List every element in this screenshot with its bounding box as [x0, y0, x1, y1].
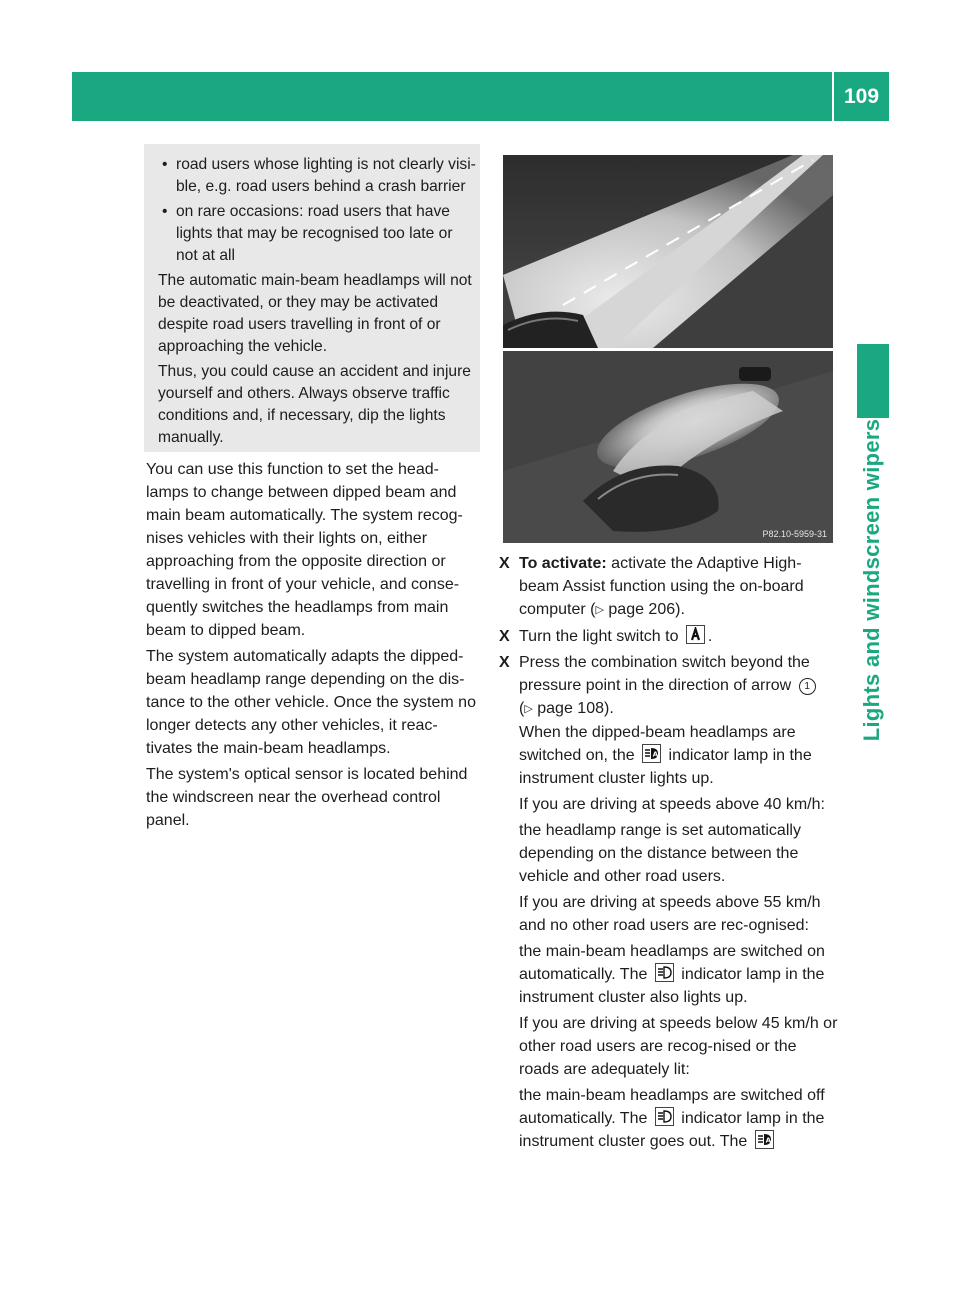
section-title: Exterior lighting: [659, 13, 826, 36]
light-switch-auto-icon: [686, 625, 705, 644]
right-column: [498, 552, 838, 1156]
page-reference[interactable]: page 108: [537, 700, 604, 717]
action-arrow-icon: X: [499, 555, 510, 572]
instruction-step: X Press the combination switch beyond the pressure point in the direction of arrow 1 (▷ page 108). When the dipped-beam headlamps are switched on, the A indicator lamp in the instrument cluster lights up. If you are driving at speeds above 40 km/h: the headlamp range is set automatically depending on the distance between the vehicle and other road users. If you are driving at speeds above 55 km/h and no other road users are rec-ognised: the main-beam headlamps are switched on automatically. The indicator lamp in the instrument cluster also lights up. If you are driving at speeds below 45 km/h or other road users are recog-nised or the roads are adequately lit: the main-beam headlamps are switched off automatically. The indicator lamp in the instrument cluster goes out. The A: [498, 651, 838, 1153]
action-arrow-icon: X: [499, 628, 510, 645]
adaptive-highbeam-icon: [755, 1130, 774, 1149]
instruction-step: X To activate: activate the Adaptive High-beam Assist function using the on-board computer (▷ page 206).: [498, 552, 838, 622]
page-ref-triangle-icon: ▷: [524, 703, 533, 715]
left-column: [146, 458, 480, 835]
bullet-dot: •: [162, 203, 168, 220]
list-item: • road users whose lighting is not clearly visi-ble, e.g. road users behind a crash barrier: [162, 156, 476, 195]
body-paragraph: the headlamp range is set automatically depending on the distance between the vehicle and other road users.: [519, 822, 801, 885]
list-item: • on rare occasions: road users that have lights that may be recognised too late or not at all: [162, 203, 453, 264]
note-paragraph: Thus, you could cause an accident and injure yourself and others. Always observe traffic conditions and, if necessary, dip the lights manually.: [158, 363, 471, 446]
adaptive-highbeam-icon: [642, 744, 661, 763]
main-beam-icon: [655, 1107, 674, 1126]
body-paragraph: If you are driving at speeds above 55 km/h and no other road users are rec-ognised:: [519, 894, 821, 934]
main-beam-icon: [655, 963, 674, 982]
body-paragraph: If you are driving at speeds below 45 km/h or other road users are recog-nised or the roads are adequately lit:: [519, 1015, 838, 1078]
warning-note-box: [144, 144, 480, 452]
chapter-label: Lights and windscreen wipers: [859, 418, 884, 742]
action-arrow-icon: X: [499, 654, 510, 671]
page-number: 109: [843, 85, 880, 108]
body-paragraph: You can use this function to set the head-lamps to change between dipped beam and main beam automatically. The system recog-nises vehicles with their lights on, either approaching from the opposite direction or travelling in front of your vehicle, and conse-quently switches the headlamps from main beam to dipped beam.: [146, 461, 463, 639]
svg-text:A: A: [652, 750, 659, 759]
instruction-step: X Turn the light switch to .: [498, 625, 838, 648]
body-paragraph: The system's optical sensor is located behind the windscreen near the overhead control panel.: [146, 766, 468, 829]
illustration-main-beam-art: [503, 155, 833, 348]
illustration-dipped-beam: [503, 351, 833, 543]
figure-code: P82.10-5959-31: [762, 529, 827, 539]
bullet-dot: •: [162, 156, 168, 173]
page-ref-triangle-icon: ▷: [595, 604, 604, 616]
step-label: To activate:: [519, 555, 607, 572]
illustration-main-beam: [503, 155, 833, 348]
page-reference[interactable]: page 206: [608, 601, 676, 618]
svg-text:A: A: [765, 1136, 771, 1145]
body-paragraph: If you are driving at speeds above 40 km/h:: [519, 796, 825, 813]
illustration-dipped-beam-art: [503, 351, 833, 543]
note-paragraph: The automatic main-beam headlamps will not be deactivated, or they may be activated despite road users travelling in front of or approaching the vehicle.: [158, 272, 472, 355]
header-bar: [72, 72, 889, 121]
body-paragraph: The system automatically adapts the dipped-beam headlamp range depending on the dis-tance to the other vehicle. Once the system no longer detects any other vehicles, it reac-tivates the main-beam headlamps.: [146, 648, 476, 757]
chapter-tab: [857, 344, 889, 418]
arrow-marker: 1: [799, 678, 816, 695]
